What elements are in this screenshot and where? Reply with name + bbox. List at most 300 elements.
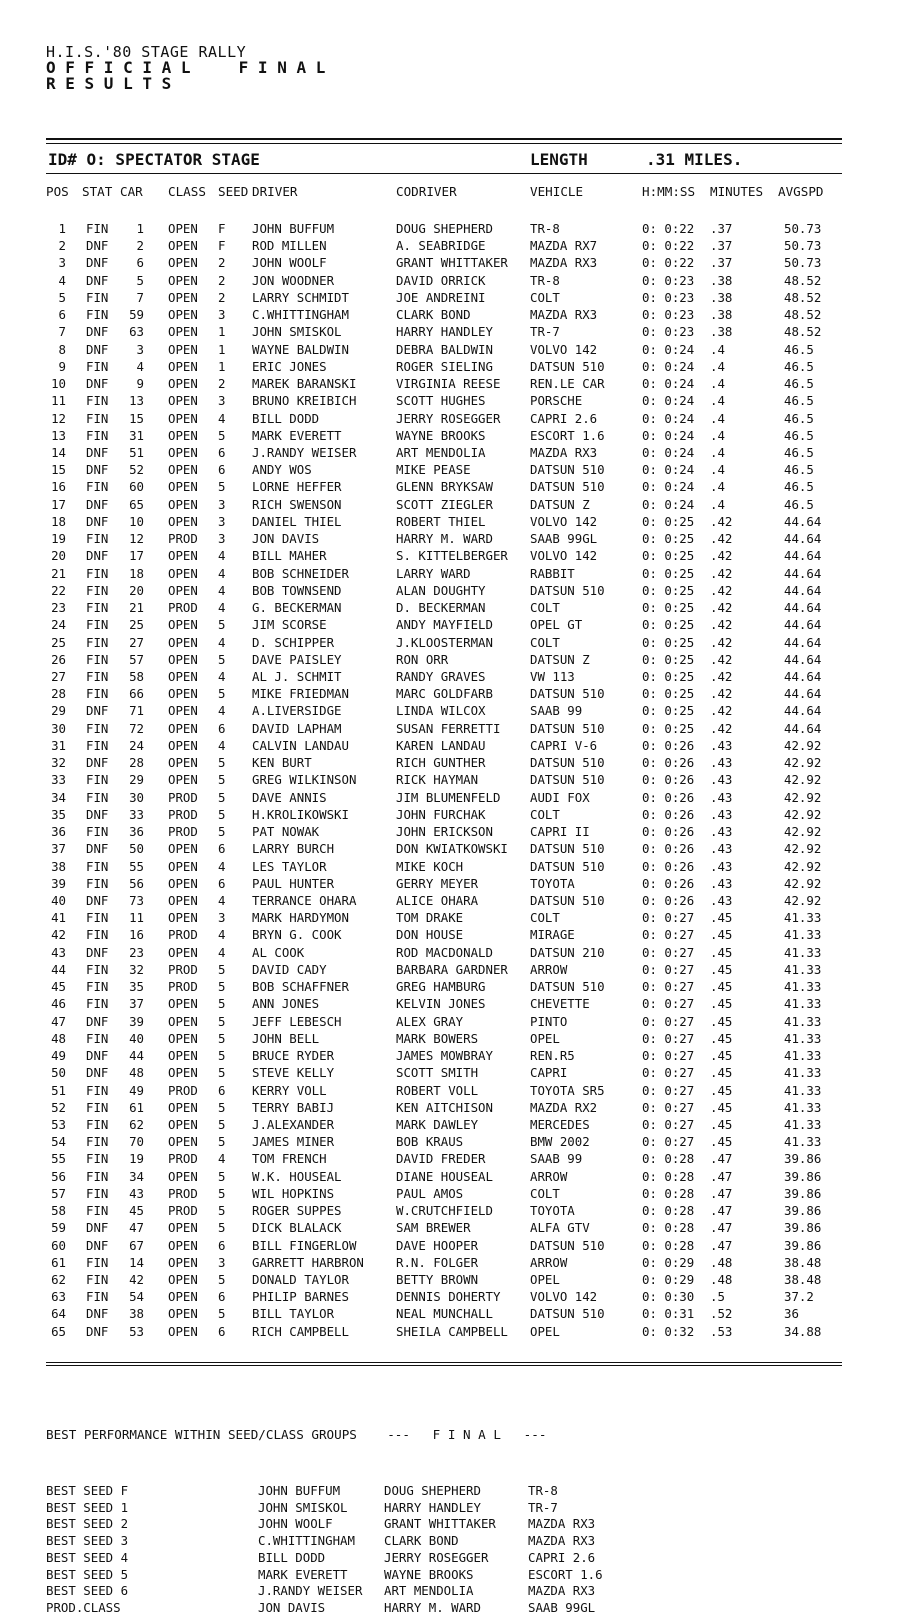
cell-avgspd: 48.52	[784, 307, 822, 322]
cell-seed: 1	[218, 324, 226, 339]
cell-pos: 26	[51, 652, 66, 667]
cell-driver: BILL MAHER	[252, 548, 327, 563]
cell-avgspd: 41.33	[784, 1100, 822, 1115]
cell-codriver: DAVE HOOPER	[396, 1238, 479, 1253]
cell-class: OPEN	[168, 1014, 198, 1029]
cell-codriver: DON HOUSE	[396, 927, 464, 942]
cell-time: 0: 0:26	[642, 807, 695, 822]
cell-class: OPEN	[168, 1100, 198, 1115]
cell-driver: ANDY WOS	[252, 462, 312, 477]
cell-pos: 13	[51, 428, 66, 443]
cell-minutes: .45	[710, 1031, 733, 1046]
cell-class: OPEN	[168, 635, 198, 650]
cell-driver: WIL HOPKINS	[252, 1186, 335, 1201]
cell-pos: 1	[58, 221, 66, 236]
cell-pos: 22	[51, 583, 66, 598]
cell-vehicle: CAPRI II	[530, 824, 590, 839]
cell-class: OPEN	[168, 703, 198, 718]
cell-stat: FIN	[86, 635, 109, 650]
cell-avgspd: 39.86	[784, 1169, 822, 1184]
cell-car: 9	[136, 376, 144, 391]
cell-time: 0: 0:22	[642, 238, 695, 253]
cell-class: OPEN	[168, 669, 198, 684]
cell-car: 54	[129, 1289, 144, 1304]
cell-driver: PAT NOWAK	[252, 824, 320, 839]
cell-minutes: .5	[710, 1289, 725, 1304]
best-vehicle: CAPRI 2.6	[528, 1549, 596, 1565]
cell-avgspd: 41.33	[784, 927, 822, 942]
cell-pos: 60	[51, 1238, 66, 1253]
cell-pos: 11	[51, 393, 66, 408]
cell-vehicle: VOLVO 142	[530, 514, 598, 529]
cell-time: 0: 0:27	[642, 1100, 695, 1115]
cell-codriver: WAYNE BROOKS	[396, 428, 486, 443]
cell-class: OPEN	[168, 755, 198, 770]
cell-pos: 24	[51, 617, 66, 632]
cell-time: 0: 0:27	[642, 910, 695, 925]
cell-stat: DNF	[86, 1238, 109, 1253]
cell-seed: 4	[218, 600, 226, 615]
best-vehicle: MAZDA RX3	[528, 1583, 596, 1599]
cell-pos: 35	[51, 807, 66, 822]
cell-codriver: ROBERT VOLL	[396, 1083, 479, 1098]
cell-pos: 50	[51, 1065, 66, 1080]
cell-vehicle: RABBIT	[530, 566, 575, 581]
cell-time: 0: 0:24	[642, 342, 695, 357]
cell-driver: MIKE FRIEDMAN	[252, 686, 349, 701]
column-header-car: CAR	[120, 184, 143, 199]
cell-seed: 5	[218, 772, 226, 787]
cell-vehicle: DATSUN Z	[530, 652, 590, 667]
cell-avgspd: 41.33	[784, 910, 822, 925]
cell-minutes: .47	[710, 1238, 733, 1253]
cell-stat: DNF	[86, 703, 109, 718]
cell-class: OPEN	[168, 583, 198, 598]
cell-vehicle: DATSUN 510	[530, 721, 605, 736]
cell-vehicle: ARROW	[530, 962, 568, 977]
cell-pos: 64	[51, 1306, 66, 1321]
cell-codriver: DON KWIATKOWSKI	[396, 841, 508, 856]
cell-seed: 6	[218, 841, 226, 856]
cell-avgspd: 39.86	[784, 1203, 822, 1218]
cell-avgspd: 42.92	[784, 772, 822, 787]
best-driver: JOHN SMISKOL	[258, 1499, 348, 1515]
cell-codriver: DAVID FREDER	[396, 1151, 486, 1166]
cell-vehicle: OPEL	[530, 1272, 560, 1287]
cell-class: PROD	[168, 1203, 198, 1218]
table-bottom-rule	[46, 1362, 842, 1363]
cell-time: 0: 0:28	[642, 1169, 695, 1184]
cell-class: OPEN	[168, 1048, 198, 1063]
cell-seed: 6	[218, 876, 226, 891]
cell-pos: 28	[51, 686, 66, 701]
cell-pos: 3	[58, 255, 66, 270]
cell-stat: FIN	[86, 617, 109, 632]
cell-pos: 29	[51, 703, 66, 718]
cell-vehicle: TR-7	[530, 324, 560, 339]
cell-seed: 6	[218, 462, 226, 477]
top-rule-2	[46, 143, 842, 144]
cell-car: 10	[129, 514, 144, 529]
cell-codriver: ROD MACDONALD	[396, 945, 493, 960]
cell-time: 0: 0:25	[642, 617, 695, 632]
cell-codriver: SAM BREWER	[396, 1220, 471, 1235]
cell-avgspd: 41.33	[784, 1083, 822, 1098]
cell-vehicle: TOYOTA	[530, 1203, 575, 1218]
cell-pos: 45	[51, 979, 66, 994]
cell-codriver: DAVID ORRICK	[396, 273, 486, 288]
cell-vehicle: DATSUN 510	[530, 979, 605, 994]
cell-codriver: HARRY HANDLEY	[396, 324, 493, 339]
cell-class: PROD	[168, 600, 198, 615]
cell-vehicle: DATSUN 510	[530, 686, 605, 701]
cell-pos: 62	[51, 1272, 66, 1287]
cell-avgspd: 48.52	[784, 273, 822, 288]
cell-codriver: DOUG SHEPHERD	[396, 221, 493, 236]
cell-vehicle: OPEL	[530, 1324, 560, 1339]
cell-minutes: .38	[710, 273, 733, 288]
cell-driver: G. BECKERMAN	[252, 600, 342, 615]
cell-stat: FIN	[86, 411, 109, 426]
cell-vehicle: MERCEDES	[530, 1117, 590, 1132]
cell-seed: 2	[218, 273, 226, 288]
cell-class: OPEN	[168, 1289, 198, 1304]
cell-driver: W.K. HOUSEAL	[252, 1169, 342, 1184]
cell-avgspd: 46.5	[784, 359, 814, 374]
cell-avgspd: 44.64	[784, 652, 822, 667]
cell-codriver: ART MENDOLIA	[396, 445, 486, 460]
cell-time: 0: 0:26	[642, 738, 695, 753]
cell-pos: 27	[51, 669, 66, 684]
column-header-codriver: CODRIVER	[396, 184, 457, 199]
cell-seed: 5	[218, 1203, 226, 1218]
cell-seed: 3	[218, 307, 226, 322]
cell-avgspd: 41.33	[784, 1031, 822, 1046]
cell-pos: 19	[51, 531, 66, 546]
cell-avgspd: 44.64	[784, 548, 822, 563]
cell-class: OPEN	[168, 893, 198, 908]
cell-car: 34	[129, 1169, 144, 1184]
cell-seed: 4	[218, 859, 226, 874]
cell-minutes: .47	[710, 1220, 733, 1235]
cell-stat: DNF	[86, 238, 109, 253]
cell-vehicle: DATSUN 510	[530, 755, 605, 770]
cell-class: OPEN	[168, 445, 198, 460]
cell-avgspd: 41.33	[784, 979, 822, 994]
best-performance-title: BEST PERFORMANCE WITHIN SEED/CLASS GROUPS --- F I N A L ---	[46, 1427, 547, 1442]
cell-codriver: ALICE OHARA	[396, 893, 479, 908]
cell-codriver: JOHN ERICKSON	[396, 824, 493, 839]
cell-car: 15	[129, 411, 144, 426]
best-group: BEST SEED F	[46, 1483, 129, 1498]
cell-stat: FIN	[86, 1203, 109, 1218]
cell-seed: 5	[218, 962, 226, 977]
cell-avgspd: 41.33	[784, 945, 822, 960]
cell-driver: TERRY BABIJ	[252, 1100, 335, 1115]
cell-pos: 56	[51, 1169, 66, 1184]
cell-codriver: MARK BOWERS	[396, 1031, 479, 1046]
cell-vehicle: COLT	[530, 600, 560, 615]
cell-stat: FIN	[86, 1083, 109, 1098]
cell-car: 44	[129, 1048, 144, 1063]
cell-seed: 5	[218, 617, 226, 632]
cell-codriver: PAUL AMOS	[396, 1186, 464, 1201]
cell-pos: 43	[51, 945, 66, 960]
cell-codriver: ALAN DOUGHTY	[396, 583, 486, 598]
cell-stat: DNF	[86, 324, 109, 339]
cell-minutes: .37	[710, 255, 733, 270]
cell-codriver: R.N. FOLGER	[396, 1255, 479, 1270]
cell-avgspd: 44.64	[784, 514, 822, 529]
cell-pos: 21	[51, 566, 66, 581]
cell-avgspd: 36	[784, 1306, 799, 1321]
cell-codriver: JIM BLUMENFELD	[396, 790, 501, 805]
cell-avgspd: 42.92	[784, 859, 822, 874]
cell-vehicle: ARROW	[530, 1169, 568, 1184]
cell-car: 66	[129, 686, 144, 701]
column-header-time: H:MM:SS	[642, 184, 696, 199]
cell-class: OPEN	[168, 221, 198, 236]
cell-vehicle: CAPRI 2.6	[530, 411, 598, 426]
cell-time: 0: 0:25	[642, 531, 695, 546]
cell-seed: 5	[218, 1065, 226, 1080]
cell-codriver: SHEILA CAMPBELL	[396, 1324, 508, 1339]
cell-minutes: .45	[710, 1083, 733, 1098]
cell-vehicle: CAPRI V-6	[530, 738, 598, 753]
cell-driver: STEVE KELLY	[252, 1065, 335, 1080]
cell-pos: 61	[51, 1255, 66, 1270]
cell-class: PROD	[168, 962, 198, 977]
best-group: PROD.CLASS	[46, 1599, 121, 1615]
cell-avgspd: 42.92	[784, 824, 822, 839]
cell-vehicle: VOLVO 142	[530, 342, 598, 357]
cell-stat: FIN	[86, 428, 109, 443]
cell-stat: DNF	[86, 755, 109, 770]
stage-id: ID# O: SPECTATOR STAGE	[48, 150, 260, 169]
cell-car: 40	[129, 1031, 144, 1046]
cell-seed: 4	[218, 1151, 226, 1166]
cell-codriver: SCOTT SMITH	[396, 1065, 479, 1080]
cell-car: 32	[129, 962, 144, 977]
cell-time: 0: 0:25	[642, 566, 695, 581]
cell-vehicle: REN.LE CAR	[530, 376, 605, 391]
cell-minutes: .47	[710, 1169, 733, 1184]
cell-class: OPEN	[168, 462, 198, 477]
cell-stat: FIN	[86, 1134, 109, 1149]
cell-driver: KEN BURT	[252, 755, 312, 770]
cell-pos: 59	[51, 1220, 66, 1235]
cell-class: OPEN	[168, 290, 198, 305]
cell-minutes: .53	[710, 1324, 733, 1339]
cell-minutes: .45	[710, 1014, 733, 1029]
cell-avgspd: 44.64	[784, 531, 822, 546]
best-codriver: GRANT WHITTAKER	[384, 1516, 496, 1532]
cell-seed: F	[218, 238, 226, 253]
cell-minutes: .48	[710, 1255, 733, 1270]
cell-avgspd: 42.92	[784, 876, 822, 891]
cell-time: 0: 0:23	[642, 290, 695, 305]
cell-seed: 5	[218, 807, 226, 822]
cell-driver: CALVIN LANDAU	[252, 738, 349, 753]
cell-car: 59	[129, 307, 144, 322]
cell-stat: DNF	[86, 807, 109, 822]
cell-pos: 16	[51, 479, 66, 494]
cell-minutes: .43	[710, 772, 733, 787]
cell-class: OPEN	[168, 273, 198, 288]
cell-pos: 33	[51, 772, 66, 787]
cell-codriver: A. SEABRIDGE	[396, 238, 486, 253]
cell-codriver: SCOTT HUGHES	[396, 393, 486, 408]
cell-seed: 1	[218, 342, 226, 357]
best-codriver: HARRY M. WARD	[384, 1599, 481, 1615]
cell-driver: GREG WILKINSON	[252, 772, 357, 787]
cell-vehicle: TOYOTA SR5	[530, 1083, 605, 1098]
cell-codriver: BETTY BROWN	[396, 1272, 479, 1287]
cell-driver: RICH CAMPBELL	[252, 1324, 349, 1339]
cell-class: OPEN	[168, 342, 198, 357]
cell-time: 0: 0:28	[642, 1151, 695, 1166]
cell-vehicle: PINTO	[530, 1014, 568, 1029]
cell-minutes: .45	[710, 1100, 733, 1115]
cell-minutes: .4	[710, 393, 725, 408]
cell-minutes: .42	[710, 531, 733, 546]
cell-minutes: .4	[710, 428, 725, 443]
cell-pos: 54	[51, 1134, 66, 1149]
cell-car: 60	[129, 479, 144, 494]
best-driver: JON DAVIS	[258, 1599, 326, 1615]
cell-class: OPEN	[168, 1220, 198, 1235]
cell-driver: J.ALEXANDER	[252, 1117, 335, 1132]
cell-driver: DAVE PAISLEY	[252, 652, 342, 667]
cell-avgspd: 41.33	[784, 1117, 822, 1132]
cell-class: OPEN	[168, 393, 198, 408]
cell-stat: FIN	[86, 393, 109, 408]
cell-minutes: .45	[710, 1117, 733, 1132]
cell-driver: A.LIVERSIDGE	[252, 703, 342, 718]
cell-driver: PHILIP BARNES	[252, 1289, 349, 1304]
cell-seed: 1	[218, 359, 226, 374]
cell-pos: 8	[58, 342, 66, 357]
cell-car: 49	[129, 1083, 144, 1098]
cell-codriver: ANDY MAYFIELD	[396, 617, 493, 632]
cell-class: OPEN	[168, 428, 198, 443]
cell-pos: 10	[51, 376, 66, 391]
cell-stat: FIN	[86, 927, 109, 942]
cell-time: 0: 0:25	[642, 514, 695, 529]
cell-car: 29	[129, 772, 144, 787]
cell-class: PROD	[168, 807, 198, 822]
cell-seed: 5	[218, 428, 226, 443]
cell-minutes: .45	[710, 945, 733, 960]
cell-class: OPEN	[168, 652, 198, 667]
cell-pos: 34	[51, 790, 66, 805]
cell-vehicle: DATSUN 510	[530, 462, 605, 477]
best-driver: JOHN WOOLF	[258, 1516, 333, 1532]
cell-driver: LES TAYLOR	[252, 859, 327, 874]
results-title: R E S U L T S	[46, 74, 172, 93]
cell-pos: 63	[51, 1289, 66, 1304]
cell-car: 19	[129, 1151, 144, 1166]
best-driver: J.RANDY WEISER	[258, 1583, 363, 1599]
cell-minutes: .47	[710, 1203, 733, 1218]
cell-vehicle: COLT	[530, 1186, 560, 1201]
cell-class: OPEN	[168, 548, 198, 563]
cell-seed: 5	[218, 979, 226, 994]
best-vehicle: ESCORT 1.6	[528, 1566, 603, 1582]
column-header-seed: SEED	[218, 184, 249, 199]
cell-seed: 5	[218, 996, 226, 1011]
cell-driver: C.WHITTINGHAM	[252, 307, 349, 322]
cell-minutes: .42	[710, 617, 733, 632]
cell-stat: DNF	[86, 841, 109, 856]
cell-vehicle: DATSUN 510	[530, 772, 605, 787]
cell-seed: 3	[218, 497, 226, 512]
cell-codriver: W.CRUTCHFIELD	[396, 1203, 493, 1218]
cell-minutes: .4	[710, 342, 725, 357]
cell-stat: DNF	[86, 1306, 109, 1321]
cell-car: 5	[136, 273, 144, 288]
cell-pos: 38	[51, 859, 66, 874]
cell-avgspd: 41.33	[784, 1134, 822, 1149]
cell-driver: JOHN SMISKOL	[252, 324, 342, 339]
cell-minutes: .42	[710, 583, 733, 598]
cell-class: OPEN	[168, 359, 198, 374]
cell-driver: JIM SCORSE	[252, 617, 327, 632]
cell-driver: J.RANDY WEISER	[252, 445, 357, 460]
best-group: BEST SEED 1	[46, 1499, 129, 1515]
cell-car: 53	[129, 1324, 144, 1339]
cell-car: 72	[129, 721, 144, 736]
cell-car: 3	[136, 342, 144, 357]
column-header-class: CLASS	[168, 184, 206, 199]
cell-minutes: .38	[710, 290, 733, 305]
cell-driver: BRUNO KREIBICH	[252, 393, 357, 408]
cell-stat: DNF	[86, 497, 109, 512]
cell-vehicle: DATSUN 510	[530, 841, 605, 856]
cell-avgspd: 46.5	[784, 479, 814, 494]
cell-seed: 4	[218, 893, 226, 908]
cell-vehicle: COLT	[530, 290, 560, 305]
cell-class: OPEN	[168, 514, 198, 529]
cell-class: OPEN	[168, 841, 198, 856]
cell-pos: 52	[51, 1100, 66, 1115]
cell-class: OPEN	[168, 721, 198, 736]
cell-avgspd: 44.64	[784, 635, 822, 650]
column-header-driver: DRIVER	[252, 184, 298, 199]
cell-driver: LARRY SCHMIDT	[252, 290, 349, 305]
cell-minutes: .43	[710, 807, 733, 822]
cell-driver: BOB SCHAFFNER	[252, 979, 349, 994]
cell-time: 0: 0:31	[642, 1306, 695, 1321]
cell-pos: 46	[51, 996, 66, 1011]
cell-avgspd: 50.73	[784, 255, 822, 270]
cell-codriver: SUSAN FERRETTI	[396, 721, 501, 736]
cell-driver: H.KROLIKOWSKI	[252, 807, 349, 822]
cell-time: 0: 0:25	[642, 548, 695, 563]
cell-codriver: RON ORR	[396, 652, 449, 667]
best-vehicle: SAAB 99GL	[528, 1599, 596, 1615]
cell-time: 0: 0:27	[642, 996, 695, 1011]
cell-avgspd: 41.33	[784, 1065, 822, 1080]
cell-avgspd: 42.92	[784, 893, 822, 908]
cell-vehicle: MAZDA RX3	[530, 255, 598, 270]
document-header	[46, 44, 325, 92]
cell-avgspd: 42.92	[784, 807, 822, 822]
cell-time: 0: 0:26	[642, 876, 695, 891]
cell-vehicle: MAZDA RX7	[530, 238, 598, 253]
cell-car: 51	[129, 445, 144, 460]
cell-vehicle: AUDI FOX	[530, 790, 590, 805]
